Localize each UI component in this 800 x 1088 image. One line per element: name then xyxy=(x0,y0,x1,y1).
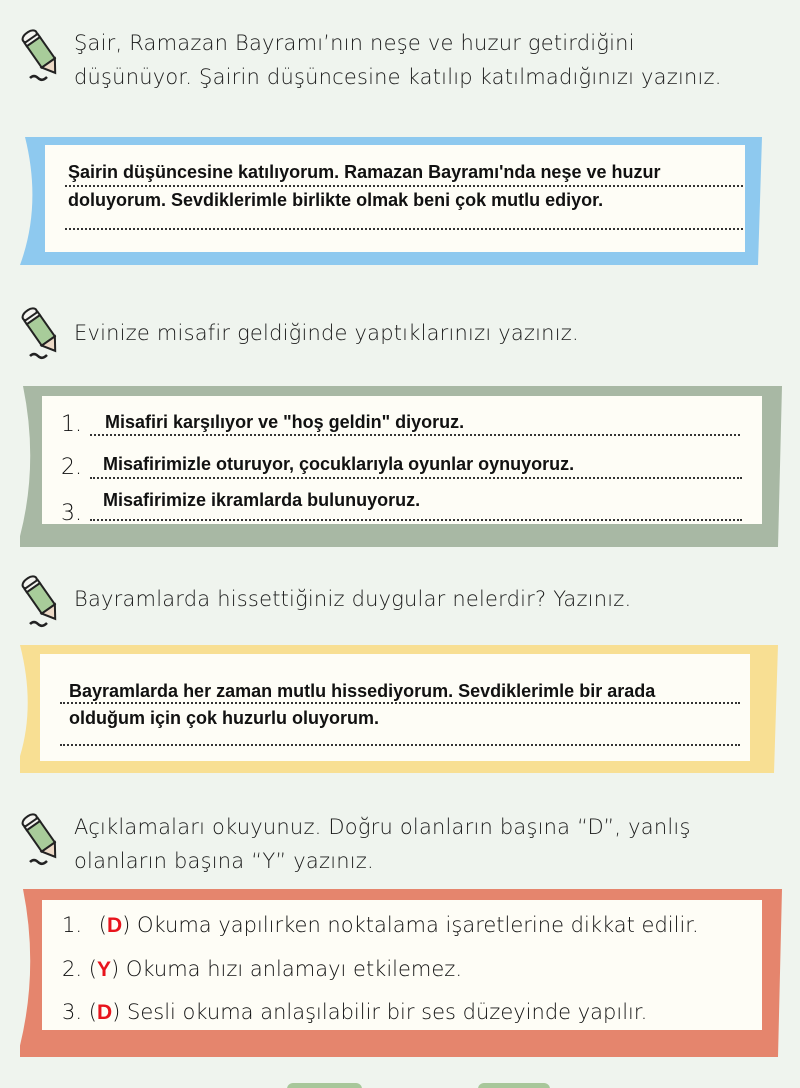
answer-2-item-2: Misafirimizle oturuyor, çocuklarıyla oyunlar oynuyoruz. xyxy=(103,454,575,474)
pencil-icon xyxy=(20,26,64,82)
answer-1-dotted-line-1 xyxy=(65,185,743,187)
statement-1-paren-close: ) xyxy=(122,913,131,937)
answer-2-dotted-line-3 xyxy=(90,519,742,521)
answer-3-line-2: olduğum için çok huzurlu oluyorum. xyxy=(69,708,379,728)
bottom-tab-right xyxy=(478,1083,550,1088)
statement-3-number: 3. xyxy=(62,1000,83,1024)
statement-2-paren-close: ) xyxy=(110,957,120,981)
statement-3-answer-mark: D xyxy=(96,1001,113,1024)
answer-box-2 xyxy=(20,384,782,549)
statement-1-number: 1. xyxy=(62,913,83,937)
statement-2-text: Okuma hızı anlamayı etkilemez. xyxy=(125,957,462,981)
statement-1-answer-mark: D xyxy=(106,914,123,937)
question-3-text: Bayramlarda hissettiğiniz duygular nelerdir? Yazınız. xyxy=(74,587,632,611)
bottom-tab-left xyxy=(287,1083,362,1088)
answer-box-1 xyxy=(20,135,782,267)
question-1-text xyxy=(74,26,722,94)
answer-2-number-1: 1. xyxy=(61,412,82,437)
answer-2-dotted-line-2 xyxy=(90,477,742,479)
answer-box-3 xyxy=(20,645,782,775)
answer-2-dotted-line-1 xyxy=(90,434,740,436)
question-4-line-2: olanların başına “Y” yazınız. xyxy=(74,849,374,873)
statement-2-paren-open: ( xyxy=(88,957,97,981)
answer-1-line-1: Şairin düşüncesine katılıyorum. Ramazan Bayramı'nda neşe ve huzur xyxy=(68,162,661,182)
answer-3-dotted-line-1 xyxy=(60,702,740,704)
question-4 xyxy=(20,810,691,878)
statement-1 xyxy=(62,913,699,938)
answer-2-number-3: 3. xyxy=(61,501,82,526)
statement-2 xyxy=(62,957,462,982)
question-1-line-1: Şair, Ramazan Bayramı’nın neşe ve huzur getirdiğini xyxy=(74,31,635,55)
answer-3-line-1: Bayramlarda her zaman mutlu hissediyorum. Sevdiklerimle bir arada xyxy=(69,681,656,701)
statement-3-paren-open: ( xyxy=(88,1000,97,1024)
question-4-line-1: Açıklamaları okuyunuz. Doğru olanların başına “D”, yanlış xyxy=(74,815,691,839)
question-2-text: Evinize misafir geldiğinde yaptıklarınızı yazınız. xyxy=(74,321,579,345)
answer-1-line-2: doluyorum. Sevdiklerimle birlikte olmak beni çok mutlu ediyor. xyxy=(68,190,604,210)
question-2 xyxy=(20,304,579,360)
answer-3-dotted-line-2 xyxy=(60,744,740,746)
question-1 xyxy=(20,26,722,94)
question-1-line-2: düşünüyor. Şairin düşüncesine katılıp katılmadığınızı yazınız. xyxy=(74,65,722,89)
question-4-text xyxy=(74,810,691,878)
statement-1-text: Okuma yapılırken noktalama işaretlerine dikkat edilir. xyxy=(137,913,699,937)
statement-3-paren-close: ) xyxy=(112,1000,121,1024)
pencil-icon xyxy=(20,304,64,360)
answer-1-dotted-line-2 xyxy=(65,228,743,230)
answer-2-item-1: Misafiri karşılıyor ve "hoş geldin" diyoruz. xyxy=(105,412,465,432)
question-3 xyxy=(20,572,631,628)
statement-2-number: 2. xyxy=(62,957,83,981)
pencil-icon xyxy=(20,572,64,628)
answer-2-number-2: 2. xyxy=(61,455,82,480)
answer-2-item-3: Misafirimize ikramlarda bulunuyoruz. xyxy=(103,490,421,510)
statement-3 xyxy=(62,1000,647,1025)
statement-3-text: Sesli okuma anlaşılabilir bir ses düzeyinde yapılır. xyxy=(127,1000,648,1024)
pencil-icon xyxy=(20,810,64,866)
statement-1-paren-open: ( xyxy=(98,913,107,937)
answer-box-4 xyxy=(20,889,782,1057)
statement-2-answer-mark: Y xyxy=(96,958,111,981)
